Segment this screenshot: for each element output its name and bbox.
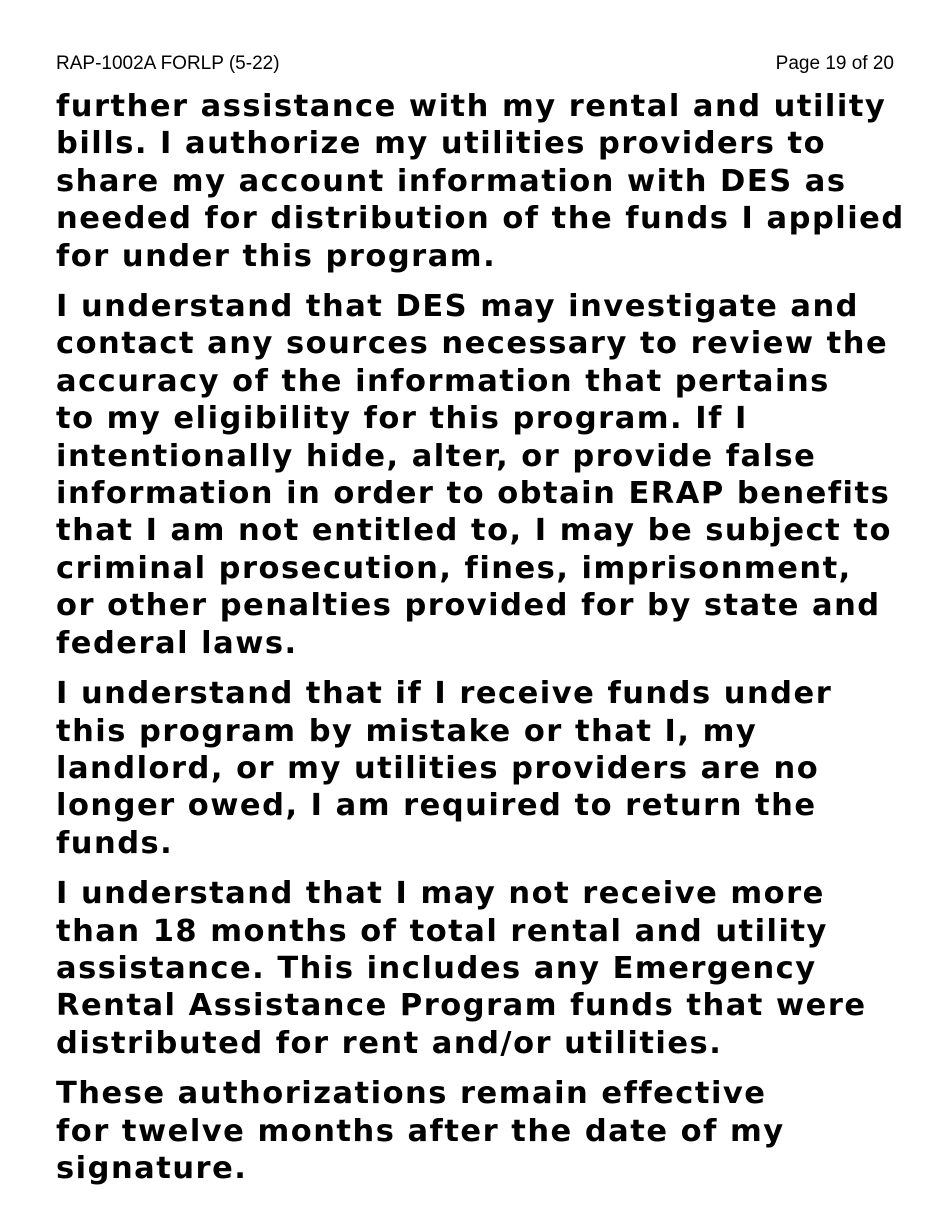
document-body [56,88,906,1200]
paragraph-investigation-notice: I understand that DES may investigate and contact any sources necessary to review the accuracy of the information that pertains to my eligibility for this program. If I intentionally hide, alter, or provide false information in order to obtain ERAP benefits that I am not entitled to, I may be subject to criminal prosecution, fines, imprisonment, or other penalties provided for by state and federal laws. [56,289,892,661]
paragraph-utility-authorization: further assistance with my rental and utility bills. I authorize my utilities providers to share my account information with DES as needed for distribution of the funds I applied for under this program. [56,89,905,274]
form-id: RAP-1002A FORLP (5-22) [56,53,280,74]
paragraph-assistance-limit: I understand that I may not receive more than 18 months of total rental and utility assistance. This includes any Emergency Rental Assistance Program funds that were distributed for rent and/or utilities. [56,876,867,1061]
paragraph-authorization-duration: These authorizations remain effective for twelve months after the date of my signature. [56,1076,785,1186]
page-number: Page 19 of 20 [775,53,894,74]
paragraph-return-funds: I understand that if I receive funds under this program by mistake or that I, my landlord, or my utilities providers are no longer owed, I am required to return the funds. [56,676,833,861]
page-header [56,52,894,76]
